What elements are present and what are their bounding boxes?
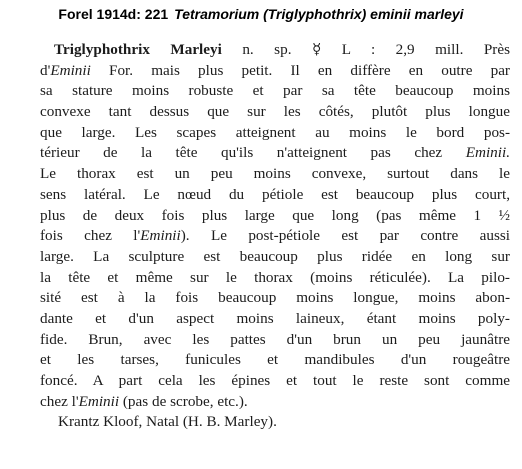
text-run: Le thorax est un peu moins convexe, surtout dans le bbox=[40, 165, 510, 183]
citation-reference: Forel 1914d: 221 bbox=[58, 6, 169, 22]
locality-text: Krantz Kloof, Natal (H. B. Marley). bbox=[58, 413, 277, 431]
text-run: foncé. A part cela les épines et tout le reste sont comme bbox=[40, 372, 510, 389]
text-run: fois chez l' bbox=[40, 227, 141, 245]
text-run: que large. Les scapes atteignent au moins le bord pos- bbox=[40, 123, 510, 141]
text-line bbox=[40, 81, 510, 102]
text-run: large. La sculpture est beaucoup plus ridée en long sur bbox=[40, 247, 510, 265]
text-run: ). Le post-pétiole est par contre aussi bbox=[180, 227, 510, 245]
text-line bbox=[40, 392, 510, 413]
locality-line bbox=[40, 412, 510, 433]
text-run: convexe tant dessus que sur les côtés, plutôt plus longue bbox=[40, 103, 510, 121]
text-line bbox=[40, 288, 510, 309]
text-line bbox=[40, 102, 510, 123]
text-run: térieur de la tête qu'ils n'atteignent pas chez bbox=[40, 144, 466, 162]
text-line bbox=[40, 40, 510, 61]
text-line bbox=[40, 123, 510, 144]
text-line bbox=[40, 330, 510, 351]
text-line bbox=[40, 309, 510, 330]
text-run: n. sp. ☿ L : 2,9 mill. Près bbox=[221, 41, 511, 58]
italic-run: Eminii bbox=[140, 227, 181, 245]
text-line bbox=[40, 371, 510, 392]
text-run: dante et d'un aspect moins laineux, étant moins poly- bbox=[40, 309, 510, 327]
text-run: plus de deux fois plus large que long (pas même 1 ½ bbox=[40, 206, 510, 224]
text-line bbox=[40, 268, 510, 289]
text-run: sa stature moins robuste et par sa tête beaucoup moins bbox=[40, 82, 510, 100]
text-run: sens latéral. Le nœud du pétiole est beaucoup plus court, bbox=[40, 185, 510, 203]
text-line bbox=[40, 185, 510, 206]
text-run: chez l' bbox=[40, 392, 79, 410]
italic-run: Eminii bbox=[78, 392, 120, 410]
scanned-description-text bbox=[40, 40, 510, 433]
species-name: Tetramorium (Triglyphothrix) eminii marleyi bbox=[174, 6, 464, 22]
text-run: et les tarses, funicules et mandibules d'un rougeâtre bbox=[40, 351, 510, 369]
taxon-name: Triglyphothrix Marleyi bbox=[54, 41, 222, 58]
text-line bbox=[40, 247, 510, 268]
text-line bbox=[40, 143, 510, 164]
italic-run: Eminii bbox=[50, 61, 91, 79]
text-run: d' bbox=[40, 61, 51, 79]
text-run: sité est à la fois beaucoup moins longue, moins abon- bbox=[40, 289, 510, 307]
text-run: fide. Brun, avec les pattes d'un brun un peu jaunâtre bbox=[40, 330, 510, 348]
text-line bbox=[40, 226, 510, 247]
text-line bbox=[40, 164, 510, 185]
text-line bbox=[40, 206, 510, 227]
text-run: For. mais plus petit. Il en diffère en outre par bbox=[90, 61, 510, 79]
text-line bbox=[40, 61, 510, 82]
citation-header bbox=[0, 0, 522, 28]
text-run: la tête et même sur le thorax (moins réticulée). La pilo- bbox=[40, 268, 510, 286]
text-run: (pas de scrobe, etc.). bbox=[119, 392, 248, 410]
text-line bbox=[40, 350, 510, 371]
italic-run: Eminii. bbox=[465, 144, 510, 162]
